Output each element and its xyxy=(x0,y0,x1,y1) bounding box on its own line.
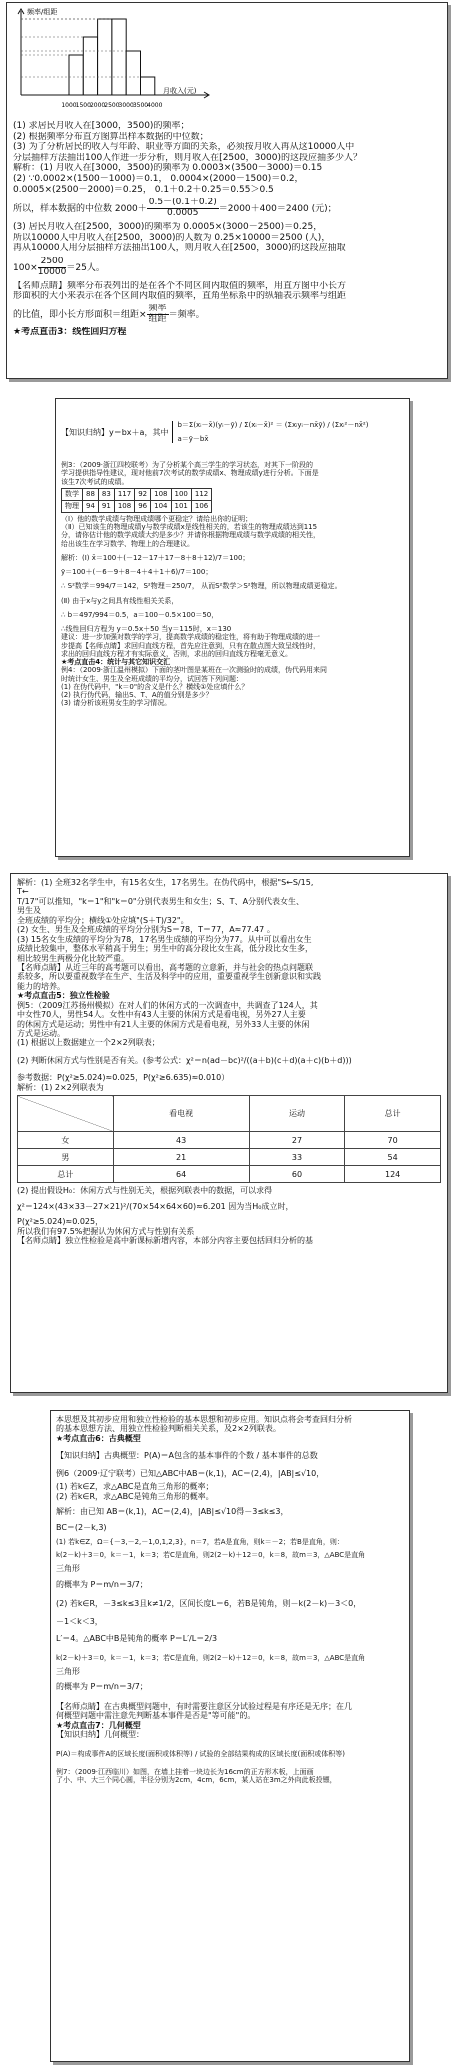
solution-6-8: 三角形 xyxy=(56,1666,80,1676)
table-cell: 124 xyxy=(345,1166,441,1183)
question-1: (1) 求居民月收入在[3000，3500)的频率； xyxy=(13,121,190,131)
solution-coefficients: ∴ b＝497/994＝0.5，a＝100－0.5×100＝50， xyxy=(61,610,219,619)
tip-line-2: 形面积的大小来表示在各个区间内取值的频率，直角坐标系中的纵轴表示频率与组距 xyxy=(13,291,347,302)
solution-mean-y: ȳ＝100＋(－6－9＋8－4＋4＋1＋6)/7＝100； xyxy=(61,568,213,576)
table-cell: 27 xyxy=(249,1132,345,1149)
example-7: 例7：（2009·江西临川）如图，在墙上挂着一块边长为16cm的正方形木板，上面画 xyxy=(56,1767,314,1776)
table-cell: 33 xyxy=(249,1149,345,1166)
solution-4-7: 相比较男生两极分化比较严重。 xyxy=(17,953,129,963)
table-cell: 数学 xyxy=(62,488,83,500)
section-regression xyxy=(55,398,410,857)
example-6-q2: (2) 若k∈R，求△ABC是钝角三角形的概率。 xyxy=(56,1491,214,1501)
table-cell: 100 xyxy=(171,488,191,500)
table-cell: 94 xyxy=(83,500,99,512)
tick-label: 4000 xyxy=(147,102,163,109)
section-heading-geometric: ★考点直击7：几何概型 xyxy=(56,1720,141,1730)
solution-2: (2) ∵0.0002×(1500－1000)＝0.1， 0.0004×(2000－1500)＝0.2， xyxy=(13,174,304,185)
table-cell: 43 xyxy=(113,1132,249,1149)
table-row xyxy=(62,488,212,500)
section-histogram-example xyxy=(6,2,448,379)
advice-2: 步提高【名师点睛】求回归直线方程，首先应注意到，只有在散点图大致呈线性时， xyxy=(61,641,320,650)
table-header-cell: 看电视 xyxy=(113,1096,249,1132)
table-cell: 108 xyxy=(151,488,171,500)
example-5-q2: (2) 判断休闲方式与性别是否有关。(参考公式：χ²＝n(ad－bc)²/((a＋b)(c＋d)(a＋c)(b＋d))) xyxy=(17,1055,352,1065)
solution-2-cont: 0.0005×(2500－2000)＝0.25， 0.1＋0.2＋0.25＝0.55＞0.5 xyxy=(13,184,274,195)
tip-4-1: 【名师点睛】从近三年的高考题可以看出，高考题的立意新，并与社会的热点问题联 xyxy=(17,962,313,972)
table-cell: 91 xyxy=(98,500,114,512)
example-7-cont: 了小、中、大三个同心圆，半径分别为2cm，4cm，6cm，某人站在3m之外向此板投镖， xyxy=(56,1776,337,1784)
tick-label: 2000 xyxy=(89,102,106,109)
table-cell: 106 xyxy=(191,500,211,512)
tip-line-3: 的比值，即小长方形面积＝组距× $\frac{\text{频率}}{\text{组距}}$ ＝频率。 xyxy=(13,303,205,324)
solution-4-5: (3) 15名女生成绩的平均分为78，17名男生成绩的平均分为77。从中可以看出女生 xyxy=(17,934,312,944)
example-4-q1: (1) 在伪代码中，"k＝0"的含义是什么？横线①处应填什么？ xyxy=(61,682,249,691)
solution-4-3: 全班成绩的平均分；横线①处应填"(S＋T)/32"。 xyxy=(17,915,189,925)
tip-line-1: 【名师点睛】频率分布表列出的是在各个不同区间内取值的频率，用直方图中小长方 xyxy=(13,280,347,291)
table-cell: 70 xyxy=(345,1132,441,1149)
classical-formula: 【知识归纳】古典概型：P(A)＝A包含的基本事件的个数 / 基本事件的总数 xyxy=(56,1451,318,1461)
tick-label: 3000 xyxy=(118,102,134,109)
tick-label: 2500 xyxy=(104,102,120,109)
example-5-q1: (1) 根据以上数据建立一个2×2列联表； xyxy=(17,1038,160,1048)
table-cell: 92 xyxy=(135,488,151,500)
table-row xyxy=(18,1132,441,1149)
solution-6-2: (1) 若k∈Z，Ω＝{－3,－2,－1,0,1,2,3}，n＝7，若A是直角，则k＝－2；若B是直角，则： xyxy=(56,1537,344,1546)
solution-3-cont2: 再从10000人用分层抽样方法抽出100人，则月收入在[2500，3000)的这段应抽取 xyxy=(13,243,346,254)
solution-4-1b: T← xyxy=(17,887,29,897)
histogram-bar xyxy=(112,19,126,95)
solution-4-1: 解析：(1) 全班32名学生中，有15名女生，17名男生。在伪代码中，根据"S←S/15, xyxy=(17,878,314,887)
example-5: 例5：（2009江苏扬州模拟）在对人们的休闲方式的一次调查中，共调查了124人，其 xyxy=(17,1000,318,1010)
histogram-bar xyxy=(126,51,140,95)
tip-6-2: 何概型问题中需注意先判断基本事件是否是"等可能"的。 xyxy=(56,1711,256,1721)
table-cell: 88 xyxy=(83,488,99,500)
regression-formula-block xyxy=(61,403,404,461)
tip-4-2: 系较多，所以要重视数学在生产、生活及科学中的应用，重要重视学生创新意识和实践 xyxy=(17,972,321,982)
advice-1: 建议：进一步加强对数学的学习，提高数学成绩的稳定性，将有助于物理成绩的进一 xyxy=(61,633,320,642)
table-cell: 54 xyxy=(345,1149,441,1166)
table-cell: 117 xyxy=(114,488,134,500)
example-5-cont: 中女性70人，男性54人。女性中有43人主要的休闲方式是看电视，另外27人主要 xyxy=(17,1010,306,1020)
table-header-cell: 运动 xyxy=(249,1096,345,1132)
histogram-bar xyxy=(83,37,97,95)
part-2: （Ⅱ）已知该生的物理成绩y与数学成绩x是线性相关的，若该生的物理成绩达到115 xyxy=(61,523,318,531)
example-4-cont: 时统计女生、男生及全班成绩的平均分，试回答下列问题： xyxy=(61,674,243,683)
table-cell: 女 xyxy=(18,1132,114,1149)
table-cell: 64 xyxy=(113,1166,249,1183)
solution-6-6: －1＜k＜3， xyxy=(56,1616,103,1626)
tick-label: 1000 xyxy=(61,102,77,109)
frequency-histogram xyxy=(13,5,213,121)
table-cell: 83 xyxy=(98,488,114,500)
solution-4-4: (2) 女生、男生及全班成绩的平均分分别为S＝78，T＝77，A≈77.47 。 xyxy=(17,925,275,935)
chi-square-calc: χ²＝124×(43×33－27×21)²/(70×54×64×60)≈6.201 因为当H₀成立时， xyxy=(17,1201,294,1211)
solution-1: 解析：(1) 月收入在[3000，3500)的频率为 0.0003×(3500－3000)＝0.15 xyxy=(13,163,323,174)
example-5-cont2: 的休闲方式是运动；男性中有21人主要的休闲方式是看电视，另外33人主要的休闲 xyxy=(17,1019,310,1029)
tick-label: 1500 xyxy=(75,102,91,109)
sample-result: 100× $\frac{2500}{10000}$ ＝25人。 xyxy=(13,256,105,277)
probability-result-2: 的概率为 P＝m/n＝3/7； xyxy=(56,1682,148,1692)
table-cell: 物理 xyxy=(62,500,83,512)
solution-6-7: k(2－k)＋3＝0，k＝－1，k＝3；若C是直角，则2(2－k)＋12＝0，k＝8，故m＝3，△ABC是直角 xyxy=(56,1653,366,1662)
table-corner-cell xyxy=(18,1096,114,1132)
table-cell: 60 xyxy=(249,1166,345,1183)
tick-label: 3500 xyxy=(132,102,149,109)
solution-3-cont: 所以10000人中月收入在[2500，3000)的人数为 0.25×10000＝2500 (人)， xyxy=(13,232,331,243)
example-6-q1: (1) 若k∈Z，求△ABC是直角三角形的概率； xyxy=(56,1482,214,1492)
example-3: 例3：（2009·浙江四校联考）为了分析某个高三学生的学习状态，对其下一阶段的 xyxy=(61,461,313,469)
section-independence-test xyxy=(10,873,448,1393)
solution-variance: ∴ S²数学＝994/7＝142，S²物理＝250/7， 从而S²数学＞S²物理，所以物理成绩更稳定。 xyxy=(61,582,342,591)
section-heading-classical: ★考点直击6：古典概型 xyxy=(56,1433,141,1443)
conclusion: 所以我们有97.5%把握认为休闲方式与性别有关系 xyxy=(17,1226,195,1236)
tip-5-cont: 本思想及其初步应用和独立性检验的基本思想和初步应用。知识点将会考查回归分析 xyxy=(56,1415,352,1424)
tip-4-3: 能力的培养。 xyxy=(17,981,65,991)
reference-data: 参考数据：P(χ²≥5.024)≈0.025，P(χ²≥6.635)≈0.010） xyxy=(17,1073,230,1083)
median-result: 所以，样本数据的中位数 2000＋ $\frac{0.5-(0.1+0.2)}{0.0005}$ ＝2000＋400＝2400 (元)； xyxy=(13,198,337,219)
example-6: 例6（2009·辽宁联考）已知△ABC中AB＝(k,1)，AC＝(2,4)，|AB|≤√10， xyxy=(56,1468,325,1478)
chi-square-prob: P(χ²≥5.024)≈0.025， xyxy=(17,1217,104,1227)
table-cell: 112 xyxy=(191,488,211,500)
solution-6-3: k(2－k)＋3＝0，k＝－1，k＝3；若C是直角，则2(2－k)＋12＝0，k＝8，故m＝3，△ABC是直角 xyxy=(56,1551,366,1560)
table-cell: 108 xyxy=(114,500,134,512)
probability-result-1: 的概率为 P＝m/n＝3/7； xyxy=(56,1579,148,1589)
solution-6-4: 三角形 xyxy=(56,1564,80,1574)
tip-6-1: 【名师点睛】在古典概型问题中，有时需要注意区分试验过程是有序还是无序；在几 xyxy=(56,1701,352,1711)
histogram-bar xyxy=(98,19,112,95)
solution-6-5: (2) 若k∈R，－3≤k≤3且k≠1/2，区间长度L＝6，若B是钝角，则－k(2－k)－3＜0， xyxy=(56,1599,362,1609)
solution-3: (3) 居民月收入在[2500，3000)的频率为 0.0005×(3000－2500)＝0.25， xyxy=(13,222,323,233)
question-3-cont: 分层抽样方法抽出100人作进一步分析，则月收入在[2500，3000)的这段应抽多少人？ xyxy=(13,152,363,163)
example-4-q2: (2) 执行伪代码，输出S、T、A的值分别是多少？ xyxy=(61,691,213,699)
solution-5-1: 解析：(1) 2×2列联表为 xyxy=(17,1082,104,1092)
table-row xyxy=(18,1166,441,1183)
example-4: 例4：（2009·浙江温州模拟）下面的茎叶图是某班在一次测验时的成绩，伪代码用来同 xyxy=(61,666,327,675)
contingency-table xyxy=(17,1095,441,1183)
example-5-cont3: 方式是运动。 xyxy=(17,1029,65,1038)
table-row xyxy=(18,1149,441,1166)
advice-3: 求出的回归直线方程才有实际意义，否则，求出的回归直线方程毫无意义。 xyxy=(61,649,292,658)
histogram-bar xyxy=(141,77,155,95)
geometric-label: 【知识归纳】几何概型： xyxy=(56,1730,144,1740)
example-3-cont: 学习提供指导性建议，现对他前7次考试的数学成绩x、物理成绩y进行分析。下面是 xyxy=(61,469,319,478)
table-header-cell: 总计 xyxy=(345,1096,441,1132)
part-2-cont2: 给出该生在学习数学、物理上的合理建议。 xyxy=(61,539,194,548)
section-heading-independence: ★考点直击5：独立性检验 xyxy=(17,991,110,1001)
table-cell: 104 xyxy=(151,500,171,512)
part-1: （Ⅰ）他的数学成绩与物理成绩哪个更稳定？请给出你的证明； xyxy=(61,514,253,523)
section-probability xyxy=(50,1410,410,2062)
histogram-xlabel: 月收入(元) xyxy=(163,87,197,95)
formula-a: a＝ȳ－bx̄ xyxy=(177,435,209,443)
table-cell: 96 xyxy=(135,500,151,512)
solution-linear: (Ⅱ) 由于x与y之间具有线性相关关系， xyxy=(61,596,179,605)
solution-6-1: 解析：由已知 AB＝(k,1)，AC＝(2,4)，|AB|≤√10得－3≤k≤3， xyxy=(56,1507,289,1517)
solution-4-2b: 男生及 xyxy=(17,906,41,916)
question-3: (3) 为了分析居民的收入与年龄、职业等方面的关系，必须按月收入再从这10000人中 xyxy=(13,142,355,153)
table-cell: 101 xyxy=(171,500,191,512)
table-cell: 21 xyxy=(113,1149,249,1166)
tip-5: 【名师点睛】独立性检验是高中新课标新增内容，本部分内容主要包括回归分析的基 xyxy=(17,1235,313,1245)
knowledge-summary-label: 【知识归纳】y＝bx＋a，其中 xyxy=(61,427,169,437)
solution-4-6: 成绩比较集中，整体水平稍高于男生；男生中的高分段比女生高，低分段比女生多， xyxy=(17,944,313,954)
question-2: (2) 根据频率分布直方图算出样本数据的中位数； xyxy=(13,131,209,142)
solution-6-bc: BC＝(2－k,3) xyxy=(56,1522,107,1532)
part-2-cont: 分，请你估计他的数学成绩大约是多少？并请你根据物理成绩与数学成绩的相关性， xyxy=(61,531,320,540)
section-heading-regression: ★考点直击3：线性回归方程 xyxy=(13,326,127,337)
histogram-ylabel: 频率/组距 xyxy=(27,8,58,16)
solution-mean-x: 解析：(Ⅰ) x̄＝100＋(－12－17＋17－8＋8＋12)/7＝100； xyxy=(61,553,250,562)
histogram-bar xyxy=(69,55,83,95)
formula-b: b＝Σ(xᵢ－x̄)(yᵢ－ȳ) / Σ(xᵢ－x̄)² ＝ (Σxᵢyᵢ－nx̄ȳ) / (Σxᵢ²－nx̄²) xyxy=(177,420,369,429)
geometric-formula: P(A)＝构成事件A的区域长度(面积或体积等) / 试验的全部结果构成的区域长度(面积或体积等) xyxy=(56,1749,345,1758)
table-cell: 男 xyxy=(18,1149,114,1166)
solution-4-2: T/17"可以推知，"k＝1"和"k＝0"分别代表男生和女生；S、T、A分别代表女生、 xyxy=(17,896,305,906)
table-row xyxy=(18,1096,441,1132)
solution-equation: ∴线性回归方程为 y＝0.5x＋50 当y＝115时，x＝130 xyxy=(61,625,232,633)
score-table xyxy=(61,488,212,513)
example-3-cont2: 该生7次考试的成绩。 xyxy=(61,477,129,486)
table-row xyxy=(62,500,212,512)
example-4-q3: (3) 请分析该班男女生的学习情况。 xyxy=(61,699,172,708)
obtuse-probability: L′＝4。△ABC中B是钝角的概率 P＝L′/L＝2/3 xyxy=(56,1634,218,1644)
table-cell: 总计 xyxy=(18,1166,114,1183)
section-heading-statistics: ★考点直击4：统计与其它知识交汇 xyxy=(61,658,171,666)
tip-5-cont2: 的基本思想方法、用独立性检验判断相关关系，及2×2列联表。 xyxy=(56,1424,281,1434)
solution-5-2: (2) 提出假设H₀：休闲方式与性别无关，根据列联表中的数据，可以求得 xyxy=(17,1186,273,1196)
